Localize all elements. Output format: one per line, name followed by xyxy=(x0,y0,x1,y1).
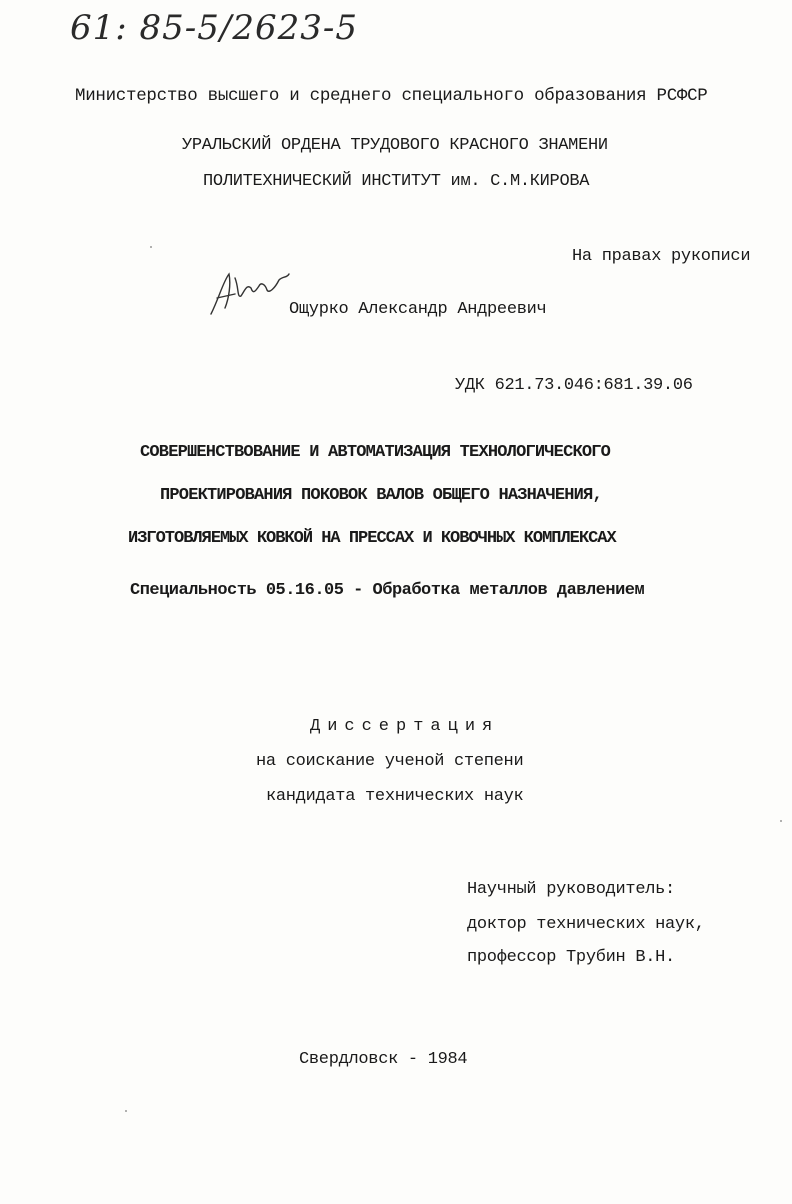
dissertation-label: Диссертация xyxy=(310,717,500,736)
supervisor-degree: доктор технических наук, xyxy=(467,915,705,934)
title-line-3: ИЗГОТОВЛЯЕМЫХ КОВКОЙ НА ПРЕССАХ И КОВОЧНЫХ КОМПЛЕКСАХ xyxy=(128,529,616,548)
institute-line-2: ПОЛИТЕХНИЧЕСКИЙ ИНСТИТУТ им. С.М.КИРОВА xyxy=(203,172,590,191)
specialty-line: Специальность 05.16.05 - Обработка металлов давлением xyxy=(130,581,645,600)
scan-speck xyxy=(125,1110,127,1112)
city-year: Свердловск - 1984 xyxy=(299,1050,468,1069)
scan-speck xyxy=(150,246,152,248)
archive-number: 61: 85-5/2623-5 xyxy=(70,8,359,48)
scan-speck xyxy=(780,820,782,822)
dissertation-field-line: кандидата технических наук xyxy=(266,787,524,806)
udk-code: УДК 621.73.046:681.39.06 xyxy=(455,376,693,395)
author-name: Ощурко Александр Андреевич xyxy=(289,300,547,319)
institute-line-1: УРАЛЬСКИЙ ОРДЕНА ТРУДОВОГО КРАСНОГО ЗНАМЕНИ xyxy=(182,136,608,155)
ministry-line: Министерство высшего и среднего специального образования РСФСР xyxy=(75,86,708,106)
title-line-1: СОВЕРШЕНСТВОВАНИЕ И АВТОМАТИЗАЦИЯ ТЕХНОЛОГИЧЕСКОГО xyxy=(140,443,611,462)
dissertation-degree-line: на соискание ученой степени xyxy=(256,752,524,771)
supervisor-label: Научный руководитель: xyxy=(467,880,675,899)
manuscript-note: На правах рукописи xyxy=(572,247,751,266)
supervisor-name: профессор Трубин В.Н. xyxy=(467,948,675,967)
author-signature xyxy=(205,268,295,318)
title-line-2: ПРОЕКТИРОВАНИЯ ПОКОВОК ВАЛОВ ОБЩЕГО НАЗНАЧЕНИЯ, xyxy=(160,486,602,505)
